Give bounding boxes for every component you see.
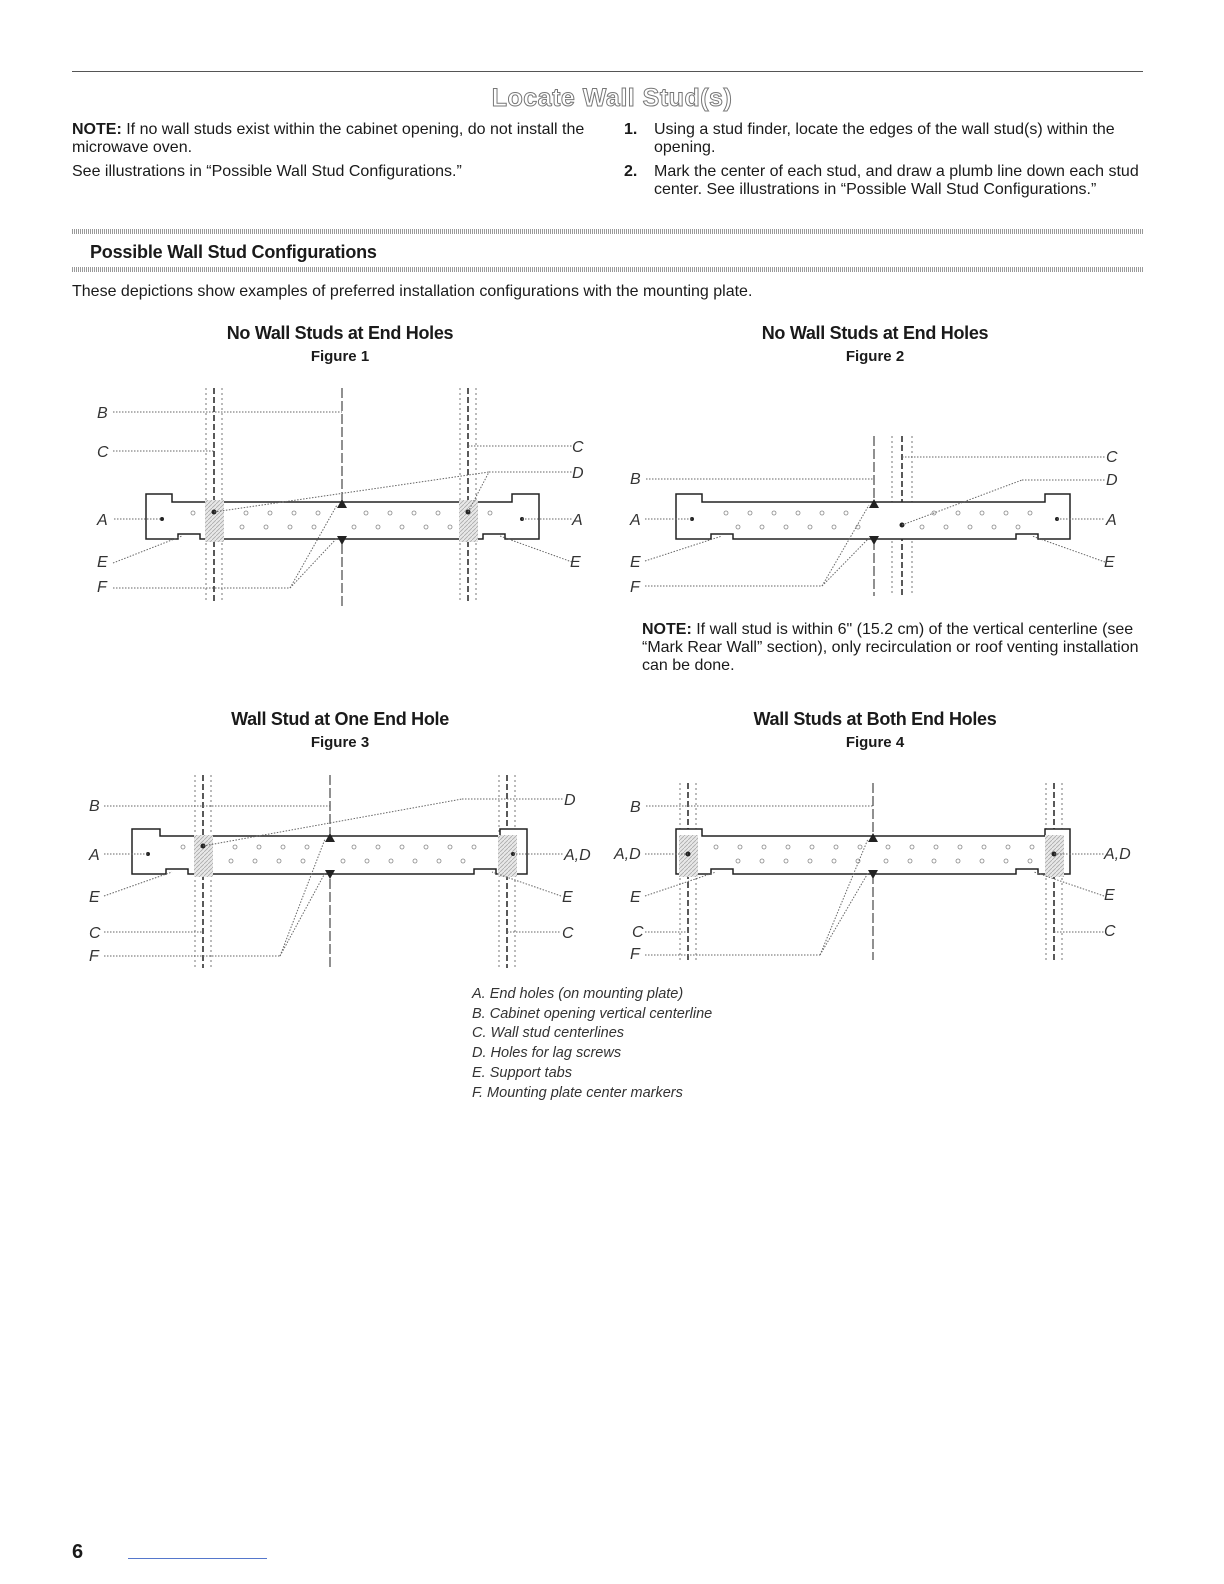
callout-f: F	[630, 579, 640, 596]
callout-f: F	[97, 579, 107, 596]
legend-item: D. Holes for lag screws	[472, 1045, 622, 1062]
callout-b: B	[630, 471, 641, 488]
page-title: Locate Wall Stud(s)	[491, 84, 733, 112]
figure-title: Wall Stud at One End Hole	[231, 709, 449, 729]
figure-2-note	[642, 621, 1142, 675]
callout-c: C	[572, 439, 584, 456]
callout-c: C	[97, 444, 109, 461]
callout-e: E	[97, 554, 108, 571]
callout-c: C	[89, 925, 101, 942]
callout-a: A	[97, 512, 108, 529]
callout-ad: A,D	[564, 847, 591, 864]
figure-label: Figure 1	[310, 348, 370, 365]
legend-item: F. Mounting plate center markers	[472, 1084, 683, 1101]
callout-ad: A,D	[1104, 846, 1131, 863]
callout-e: E	[89, 889, 100, 906]
callout-c: C	[1106, 449, 1118, 466]
callout-d: D	[572, 465, 584, 482]
see-illustrations-text: See illustrations in “Possible Wall Stud Configurations.”	[72, 163, 462, 180]
callout-a: A	[89, 847, 100, 864]
figure-label: Figure 2	[845, 348, 905, 365]
callout-c: C	[562, 925, 574, 942]
figure-title: Wall Studs at Both End Holes	[753, 709, 997, 729]
callout-d: D	[564, 792, 576, 809]
callout-e: E	[630, 889, 641, 906]
note-label: NOTE:	[72, 121, 122, 138]
legend-item: C. Wall stud centerlines	[472, 1025, 625, 1042]
callout-a: A	[630, 512, 641, 529]
figure-3-diagram	[88, 775, 591, 968]
legend-item: A. End holes (on mounting plate)	[472, 986, 684, 1002]
callout-e: E	[1104, 887, 1115, 904]
callout-a: A	[1106, 512, 1117, 529]
section-intro: These depictions show examples of preferred installation configurations with the mounting plate.	[72, 283, 753, 300]
note-label: NOTE:	[642, 621, 692, 638]
callout-f: F	[89, 948, 99, 965]
figure-title: No Wall Studs at End Holes	[761, 323, 989, 343]
note-text: If wall stud is within 6" (15.2 cm) of the vertical centerline (see “Mark Rear Wall” section), only recirculation or roof venting installation can be done.	[642, 621, 1139, 674]
figure-4-diagram	[613, 783, 1131, 963]
callout-b: B	[97, 405, 108, 422]
callout-a: A	[572, 512, 583, 529]
callout-e: E	[1104, 554, 1115, 571]
callout-d: D	[1106, 472, 1118, 489]
figure-1-diagram	[96, 388, 584, 606]
page-number: 6	[72, 1541, 84, 1563]
legend-item: B. Cabinet opening vertical centerline	[472, 1005, 713, 1022]
callout-b: B	[630, 799, 641, 816]
step-text: Using a stud finder, locate the edges of the wall stud(s) within the opening.	[654, 121, 1115, 156]
figure-title: No Wall Studs at End Holes	[226, 323, 454, 343]
callout-c: C	[632, 924, 644, 941]
step-text: Mark the center of each stud, and draw a plumb line down each stud center. See illustrations in “Possible Wall Stud Configurations.”	[654, 163, 1139, 198]
figure-2-diagram	[629, 436, 1118, 596]
figure-legend	[472, 985, 712, 1103]
callout-e: E	[630, 554, 641, 571]
figure-label: Figure 3	[310, 734, 370, 751]
footer-line	[128, 1558, 267, 1559]
step-number: 1.	[624, 121, 638, 138]
note-text: If no wall studs exist within the cabinet opening, do not install the microwave oven.	[72, 121, 585, 156]
callout-e: E	[562, 889, 573, 906]
legend-item: E. Support tabs	[472, 1064, 572, 1081]
callout-c: C	[1104, 923, 1116, 940]
section-title: Possible Wall Stud Configurations	[90, 242, 377, 262]
callout-b: B	[89, 798, 100, 815]
callout-ad: A,D	[614, 846, 641, 863]
callout-f: F	[630, 946, 640, 963]
callout-e: E	[570, 554, 581, 571]
figure-label: Figure 4	[845, 734, 905, 751]
step-number: 2.	[624, 163, 638, 180]
